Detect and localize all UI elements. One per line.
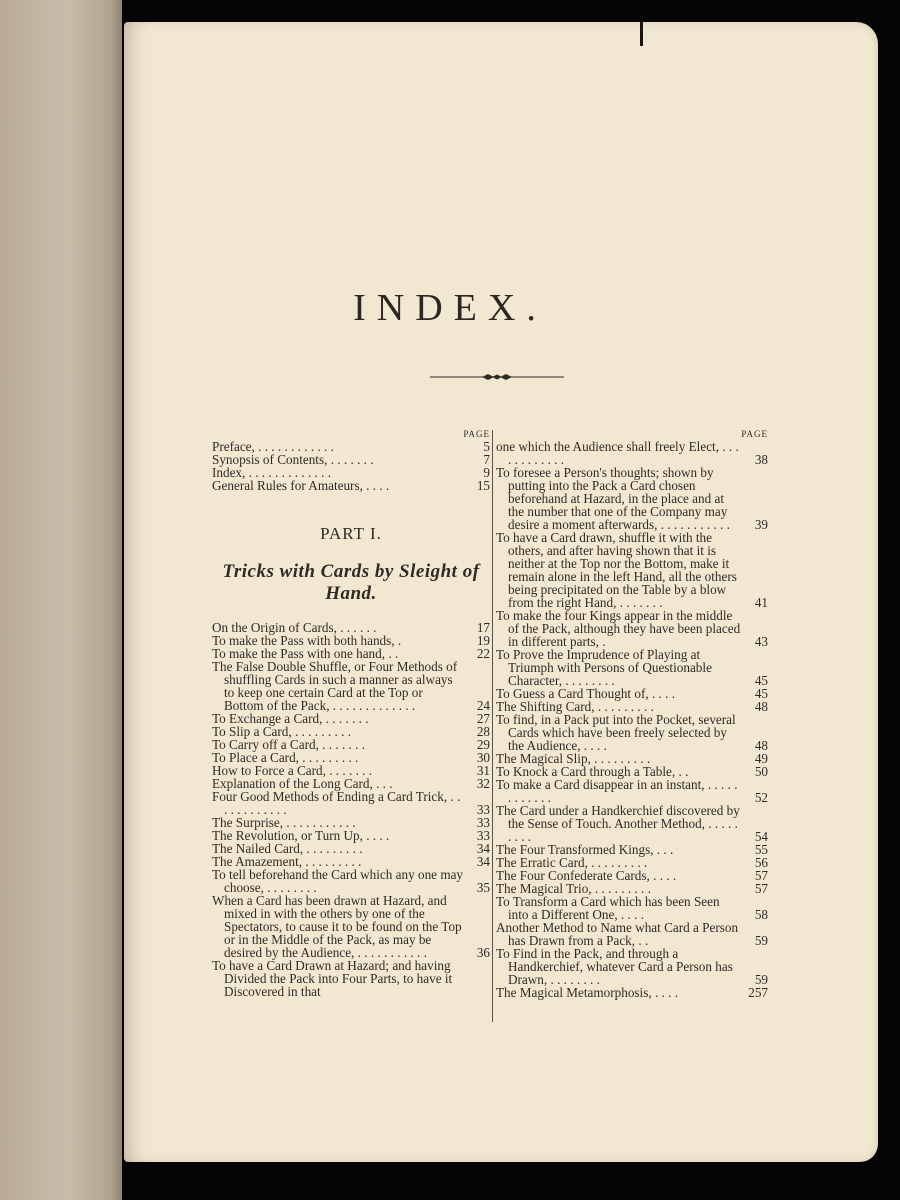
entry-page-number: 52 — [754, 790, 768, 805]
ornament-divider — [430, 374, 564, 380]
entry-page-number: 22 — [476, 646, 490, 661]
bookmark-ribbon — [640, 22, 643, 46]
index-entry — [496, 986, 768, 999]
entry-title: one which the Audience shall freely Elect, . . . . . . . . . . . . — [496, 439, 739, 467]
entry-title: To find, in a Pack put into the Pocket, several Cards which have been freely selected by the Audience, . . . . — [496, 712, 736, 753]
index-entry — [496, 895, 768, 921]
right-column — [496, 428, 768, 999]
index-entry — [496, 440, 768, 466]
column-divider — [492, 430, 493, 1022]
entry-page-number: 38 — [754, 452, 768, 467]
entry-title: To Knock a Card through a Table, . . — [496, 764, 689, 779]
entry-page-number: 55 — [754, 842, 768, 857]
entry-page-number: 39 — [754, 517, 768, 532]
entry-title: On the Origin of Cards, . . . . . . — [212, 620, 377, 635]
entry-title: To make the Pass with one hand, . . — [212, 646, 399, 661]
entry-title: Index, . . . . . . . . . . . . . — [212, 465, 332, 480]
entry-page-number: 257 — [748, 985, 768, 1000]
page-column-label: PAGE — [741, 429, 768, 439]
entry-page-number: 27 — [476, 711, 490, 726]
left-entry-list — [212, 621, 490, 998]
entry-page-number: 5 — [483, 439, 490, 454]
entry-title: The Four Transformed Kings, . . . — [496, 842, 674, 857]
entry-title: The Magical Trio, . . . . . . . . . — [496, 881, 651, 896]
entry-page-number: 41 — [754, 595, 768, 610]
entry-title: The Surprise, . . . . . . . . . . . — [212, 815, 356, 830]
entry-page-number: 49 — [754, 751, 768, 766]
entry-page-number: 45 — [754, 686, 768, 701]
index-entry — [496, 648, 768, 687]
index-entry — [212, 959, 490, 998]
index-entry — [212, 868, 490, 894]
entry-page-number: 57 — [754, 868, 768, 883]
index-entry — [212, 790, 490, 816]
entry-page-number: 45 — [754, 673, 768, 688]
entry-title: The Card under a Handkerchief discovered by the Sense of Touch. Another Method, . . . . . . . . . — [496, 803, 740, 844]
left-column — [212, 428, 490, 998]
entry-title: The Revolution, or Turn Up, . . . . — [212, 828, 390, 843]
entry-title: To Prove the Imprudence of Playing at Triumph with Persons of Questionable Character, . . . . . . . . — [496, 647, 712, 688]
entry-page-number: 54 — [754, 829, 768, 844]
index-entry — [212, 660, 490, 712]
entry-title: To have a Card Drawn at Hazard; and having Divided the Pack into Four Parts, to have it Discovered in that — [212, 958, 453, 999]
entry-title: To Exchange a Card, . . . . . . . — [212, 711, 369, 726]
entry-title: To Guess a Card Thought of, . . . . — [496, 686, 676, 701]
entry-page-number: 48 — [754, 738, 768, 753]
entry-page-number: 59 — [754, 933, 768, 948]
entry-title: Another Method to Name what Card a Person has Drawn from a Pack, . . — [496, 920, 739, 948]
entry-page-number: 50 — [754, 764, 768, 779]
entry-page-number: 19 — [476, 633, 490, 648]
entry-page-number: 31 — [476, 763, 490, 778]
part-title: PART I. — [320, 524, 382, 543]
entry-title: General Rules for Amateurs, . . . . — [212, 478, 390, 493]
entry-page-number: 35 — [476, 880, 490, 895]
entry-page-number: 48 — [754, 699, 768, 714]
entry-title: To make the four Kings appear in the middle of the Pack, although they have been placed in different parts, . — [496, 608, 741, 649]
index-entry — [496, 466, 768, 531]
entry-title: When a Card has been drawn at Hazard, and mixed in with the others by one of the Spectators, to cause it to be found on the Top or in the Middle of the Pack, as may be desired by the Audience, . . . . . . . . . . . — [212, 893, 462, 960]
entry-title: To foresee a Person's thoughts; shown by putting into the Pack a Card chosen beforehand at Hazard, in the place and at the number that one of the Company may desire a moment afterwards, . . . . . . . . . . . — [496, 465, 730, 532]
entry-title: Synopsis of Contents, . . . . . . . — [212, 452, 374, 467]
entry-title: To Transform a Card which has been Seen into a Different One, . . . . — [496, 894, 720, 922]
entry-page-number: 33 — [476, 815, 490, 830]
entry-page-number: 30 — [476, 750, 490, 765]
entry-page-number: 33 — [476, 828, 490, 843]
entry-title: The False Double Shuffle, or Four Methods of shuffling Cards in such a manner as always to keep one certain Card at the Top or Bottom of the Pack, . . . . . . . . . . . . . — [212, 659, 458, 713]
index-entry — [496, 778, 768, 804]
entry-title: The Magical Metamorphosis, . . . . — [496, 985, 679, 1000]
entry-title: The Erratic Card, . . . . . . . . . — [496, 855, 648, 870]
entry-title: To tell beforehand the Card which any one may choose, . . . . . . . . — [212, 867, 464, 895]
entry-title: To Slip a Card, . . . . . . . . . — [212, 724, 352, 739]
entry-page-number: 36 — [476, 945, 490, 960]
front-matter-list — [212, 440, 490, 492]
entry-page-number: 15 — [476, 478, 490, 493]
entry-title: The Amazement, . . . . . . . . . — [212, 854, 362, 869]
section-heading: Tricks with Cards by Sleight of Hand. — [222, 561, 480, 604]
index-entry — [496, 947, 768, 986]
page-column-label: PAGE — [463, 429, 490, 439]
entry-title: To Place a Card, . . . . . . . . . — [212, 750, 359, 765]
entry-title: How to Force a Card, . . . . . . . — [212, 763, 373, 778]
entry-page-number: 24 — [476, 698, 490, 713]
index-entry — [212, 479, 490, 492]
entry-title: Preface, . . . . . . . . . . . . — [212, 439, 334, 454]
index-entry — [496, 531, 768, 609]
entry-page-number: 17 — [476, 620, 490, 635]
entry-title: To Find in the Pack, and through a Handkerchief, whatever Card a Person has Drawn, . . . . . . . . — [496, 946, 733, 987]
entry-page-number: 28 — [476, 724, 490, 739]
entry-title: To make a Card disappear in an instant, . . . . . . . . . . . . — [496, 777, 738, 805]
page-title: INDEX. — [353, 287, 547, 329]
entry-page-number: 34 — [476, 854, 490, 869]
index-entry — [496, 804, 768, 843]
index-entry — [496, 713, 768, 752]
entry-page-number: 59 — [754, 972, 768, 987]
entry-page-number: 43 — [754, 634, 768, 649]
entry-title: To have a Card drawn, shuffle it with the others, and after having shown that it is neither at the Top nor the Bottom, make it remain alone in the left Hand, all the others being precipitated on the Table by a blow from the right Hand, . . . . . . . — [496, 530, 737, 610]
entry-page-number: 33 — [476, 802, 490, 817]
entry-title: Four Good Methods of Ending a Card Trick, . . . . . . . . . . . . — [212, 789, 461, 817]
entry-page-number: 56 — [754, 855, 768, 870]
entry-page-number: 9 — [483, 465, 490, 480]
entry-title: The Nailed Card, . . . . . . . . . — [212, 841, 363, 856]
entry-title: To Carry off a Card, . . . . . . . — [212, 737, 366, 752]
entry-title: The Four Confederate Cards, . . . . — [496, 868, 677, 883]
index-entry — [496, 921, 768, 947]
entry-page-number: 57 — [754, 881, 768, 896]
entry-page-number: 7 — [483, 452, 490, 467]
facing-page-edge — [0, 0, 122, 1200]
entry-title: The Magical Slip, . . . . . . . . . — [496, 751, 651, 766]
entry-page-number: 29 — [476, 737, 490, 752]
right-entry-list — [496, 440, 768, 999]
entry-title: Explanation of the Long Card, . . . — [212, 776, 393, 791]
index-entry — [212, 894, 490, 959]
entry-title: To make the Pass with both hands, . — [212, 633, 402, 648]
entry-page-number: 58 — [754, 907, 768, 922]
entry-page-number: 34 — [476, 841, 490, 856]
entry-title: The Shifting Card, . . . . . . . . . — [496, 699, 654, 714]
index-entry — [496, 609, 768, 648]
entry-page-number: 32 — [476, 776, 490, 791]
